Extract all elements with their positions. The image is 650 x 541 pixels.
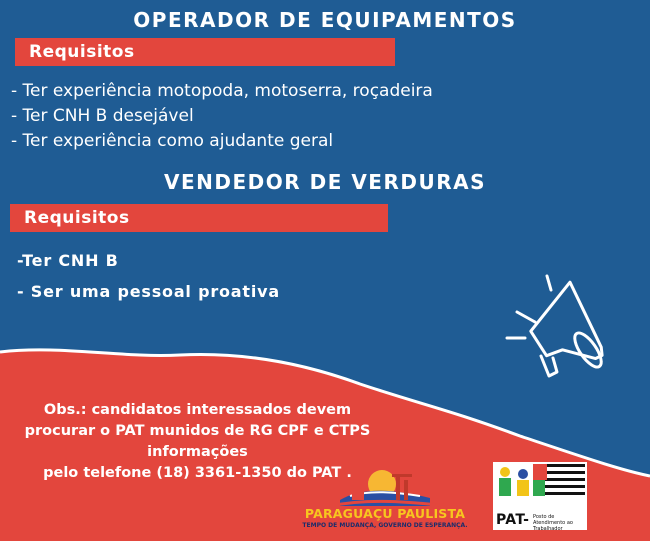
city-logo-name: PARAGUAÇU PAULISTA: [304, 506, 466, 521]
city-logo-emblem: [300, 462, 470, 512]
pat-logo: [493, 462, 587, 530]
obs-line: informações: [147, 444, 248, 460]
list-item: - Ter experiência motopoda, motoserra, roçadeira: [11, 81, 433, 101]
list-item: - Ter experiência como ajudante geral: [11, 131, 334, 151]
job-title-vendedor: VENDEDOR DE VERDURAS: [163, 170, 486, 194]
list-item: - Ser uma pessoal proativa: [17, 282, 280, 301]
obs-line: procurar o PAT munidos de RG CPF e CTPS: [24, 423, 371, 439]
city-logo-slogan: TEMPO DE MUDANÇA, GOVERNO DE ESPERANÇA.: [302, 522, 468, 529]
obs-line: pelo telefone (18) 3361-1350 do PAT .: [43, 465, 352, 481]
obs-line: Obs.: candidatos interessados devem: [43, 402, 352, 418]
pat-logo-subtitle: Posto de Atendimento ao Trabalhador: [533, 514, 573, 532]
list-item: - Ter CNH B desejável: [11, 106, 194, 126]
pat-logo-emblem: [493, 462, 587, 512]
pat-logo-acronym: PAT-: [496, 512, 530, 528]
megaphone-icon: [495, 272, 615, 392]
requirements-banner-1: Requisitos: [15, 38, 395, 66]
requirements-list-2: [17, 245, 280, 307]
city-logo: [300, 462, 470, 534]
list-item: -Ter CNH B: [17, 251, 119, 270]
requirements-list-1: [11, 79, 433, 154]
requirements-banner-2: Requisitos: [10, 204, 388, 232]
job-title-operador: OPERADOR DE EQUIPAMENTOS: [133, 8, 517, 32]
